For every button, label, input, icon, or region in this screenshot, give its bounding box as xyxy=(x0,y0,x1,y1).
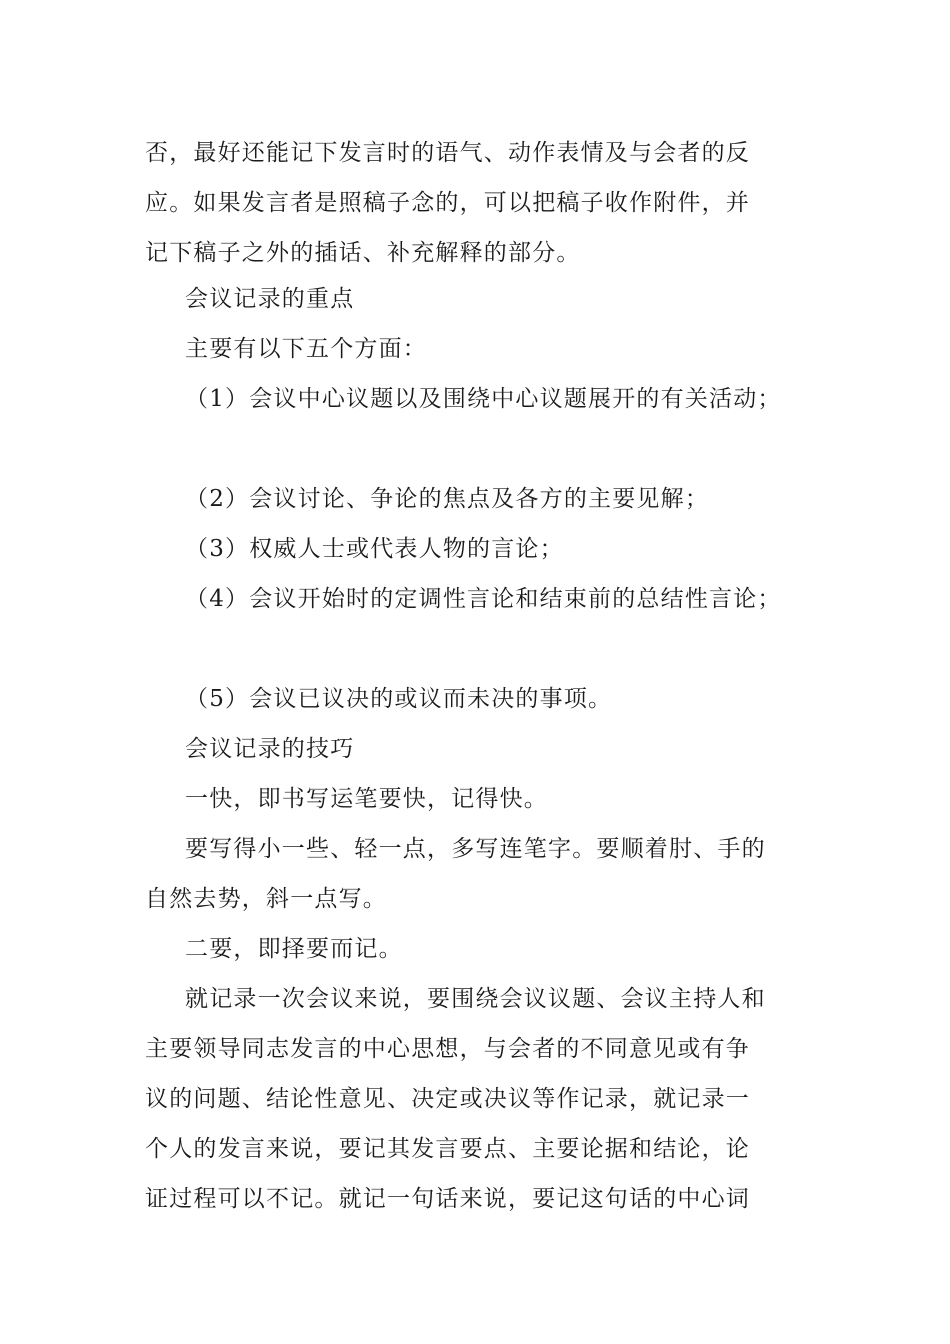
text-line: 否，最好还能记下发言时的语气、动作表情及与会者的反 xyxy=(145,140,750,166)
text-line: （5）会议已议决的或议而未决的事项。 xyxy=(185,686,613,712)
text-line: 记下稿子之外的插话、补充解释的部分。 xyxy=(145,240,581,266)
text-line: （4）会议开始时的定调性言论和结束前的总结性言论； xyxy=(185,586,782,612)
paragraph-point-one xyxy=(185,774,810,824)
paragraph-point-two xyxy=(185,924,810,974)
text-line: 就记录一次会议来说，要围绕会议议题、会议主持人和 xyxy=(185,986,766,1012)
text-line: （3）权威人士或代表人物的言论； xyxy=(185,536,564,562)
text-line: （2）会议讨论、争论的焦点及各方的主要见解； xyxy=(185,486,710,512)
text-line: 自然去势，斜一点写。 xyxy=(145,886,387,912)
text-line: 会议记录的技巧 xyxy=(185,736,355,762)
text-line: 应。如果发言者是照稿子念的，可以把稿子收作附件，并 xyxy=(145,190,750,216)
text-line: 二要，即择要而记。 xyxy=(185,936,403,962)
list-item-4 xyxy=(185,574,835,624)
text-line: 议的问题、结论性意见、决定或决议等作记录，就记录一 xyxy=(145,1086,750,1112)
text-line: 主要有以下五个方面： xyxy=(185,336,427,362)
text-line: 证过程可以不记。就记一句话来说，要记这句话的中心词 xyxy=(145,1186,750,1212)
list-item-3 xyxy=(185,524,835,574)
text-line: 一快，即书写运笔要快，记得快。 xyxy=(185,786,548,812)
paragraph-writing-tips xyxy=(145,824,810,924)
paragraph-continuation xyxy=(145,128,810,278)
text-line: （1）会议中心议题以及围绕中心议题展开的有关活动； xyxy=(185,386,782,412)
list-item-1 xyxy=(185,374,835,424)
text-line: 要写得小一些、轻一点，多写连笔字。要顺着肘、手的 xyxy=(185,836,766,862)
paragraph-selective-recording xyxy=(145,974,810,1224)
section-heading-techniques xyxy=(185,724,810,774)
text-line: 主要领导同志发言的中心思想，与会者的不同意见或有争 xyxy=(145,1036,750,1062)
list-item-5 xyxy=(185,674,835,724)
paragraph-intro-five-aspects xyxy=(185,324,810,374)
text-line: 个人的发言来说，要记其发言要点、主要论据和结论，论 xyxy=(145,1136,750,1162)
text-line: 会议记录的重点 xyxy=(185,286,355,312)
list-item-2 xyxy=(185,474,835,524)
section-heading-key-points xyxy=(185,274,810,324)
